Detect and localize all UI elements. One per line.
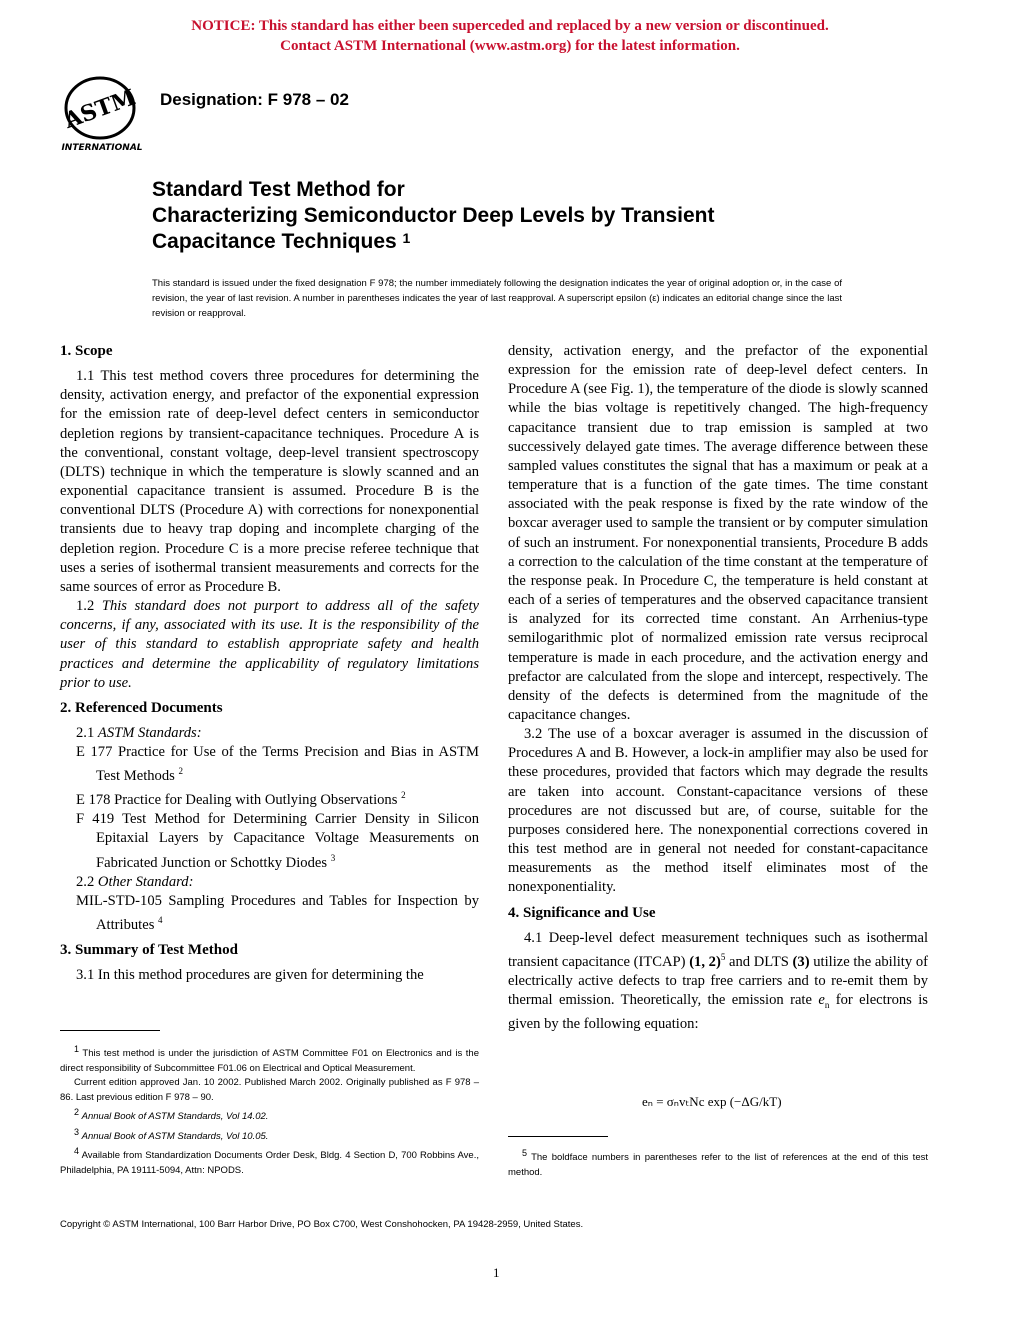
para-4-1-a: 4.1 Deep-level defect measurement techniques such as isothermal transient capacitance (ITCAP) [508,929,928,970]
ref-e178 [76,786,479,810]
notice-line-1: NOTICE: This standard has either been superceded and replaced by a new version or discontinued. [191,18,829,34]
left-column [60,342,479,985]
ref-e178-text: E 178 Practice for Dealing with Outlying Observations [76,792,398,809]
copyright-footer: Copyright © ASTM International, 100 Barr Harbor Drive, PO Box C700, West Conshohocken, PA 19428-2959, United States. [60,1219,584,1230]
para-3-1: 3.1 In this method procedures are given for determining the [76,967,424,984]
para-3-1-continued: density, activation energy, and the prefactor of the exponential expression for the emission rate of deep-level defect centers. In Procedure A (see Fig. 1), the temperature of the diode is slowly scanned while the bias voltage is repetitively changed. The high-frequency capacitance transient due to trap emission is sampled at two successively delayed gate times. The average difference between these sampled values constitutes the signal that has a maximum or peak at a temperature that is a function of the gate times. The time constant associated with the peak response is fixed by the rate window of the boxcar averager used to sample the transient or by computer simulation of such an instrument. For nonexponential transients, Procedure B adds a correction to the calculation of the time constant at the temperature of the response peak. In Procedure C, the temperature is held constant at each of a series of temperatures and the observed capacitance transient is analyzed for its corrected time constant. An Arrhenius-type semilogarithmic plot of normalized emission rate versus reciprocal temperature is made in each procedure, and the activation energy and prefactor are calculated from the slope and intercept, respectively. The density of the defects is determined from the magnitude of the capacitance changes. [508,343,928,723]
title-footnote-mark: 1 [402,230,411,246]
ref-e177-text: E 177 Practice for Use of the Terms Precision and Bias in ASTM Test Methods [76,744,479,785]
para-4-1-var: e [818,992,825,1009]
para-4-1 [508,929,928,1035]
footnote-3-text: Annual Book of ASTM Standards, Vol 10.05. [81,1130,269,1142]
issued-note: This standard is issued under the fixed designation F 978; the number immediately following the designation indicates the year of original adoption or, in the case of revision, the year of last revision. A number in parentheses indicates the year of last reapproval. A superscript epsilon (ε) indicates an editorial change since the last revision or reapproval. [152,278,842,319]
para-3-2: 3.2 The use of a boxcar averager is assumed in the discussion of Procedures A and B. However, a lock-in amplifier may also be used for these procedures, provided that factors which may degrade the results are taken into account. Constant-capacitance versions of these procedures are not discussed but are, of course, suitable for the purposes considered here. The nonexponential corrections covered in this test method are in general not needed for constant-capacitance measurements as the method itself eliminates most of the nonexponentiality. [508,726,928,896]
para-2-1 [60,724,479,743]
footnote-5-text: The boldface numbers in parentheses refer to the list of references at the end of this test method. [508,1152,928,1178]
ref-f419-text: F 419 Test Method for Determining Carrier Density in Silicon Epitaxial Layers by Capacitance Voltage Measurements on Fabricated Junction or Schottky Diodes [76,811,479,871]
title-line-1: Standard Test Method for [152,178,405,201]
ref-f419-sup: 3 [330,852,336,863]
ref-mil-sup: 4 [158,914,163,925]
footnote-4-text: Available from Standardization Documents Order Desk, Bldg. 4 Section D, 700 Robbins Ave., Philadelphia, PA 19111-5094, Attn: NPODS. [60,1150,479,1177]
section-1-heading: 1. Scope [60,343,113,359]
para-2-2-num: 2.2 [76,873,95,890]
para-1-2-num: 1.2 [76,598,95,615]
para-2-2-text: Other Standard: [97,873,194,890]
footnote-2: $^2$ Annual Book of ASTM Standards, Vol 14.02. [74,1107,269,1123]
emission-rate-equation: eₙ = σₙvₜNc exp (−ΔG/kT) [642,1094,782,1109]
ref-e178-sup: 2 [401,790,406,801]
para-1-2 [60,597,479,693]
logo-mark-text: ASTM [60,84,140,134]
ref-mil [76,892,479,935]
logo-subtext: INTERNATIONAL [61,143,143,153]
para-2-1-text: ASTM Standards: [97,724,202,741]
para-1-2-text: This standard does not purport to address all of the safety concerns, if any, associated with its use. It is the responsibility of the user of this standard to establish appropriate safety and health practices and determine the applicability of regulatory limitations prior to use. [60,598,479,691]
section-2-heading: 2. Referenced Documents [60,699,223,716]
para-2-1-num: 2.1 [76,724,95,741]
footnote-3: $^3$ Annual Book of ASTM Standards, Vol 10.05. [74,1126,269,1142]
notice-line-2: Contact ASTM International (www.astm.org) for the latest information. [280,38,740,54]
para-4-1-d: for electrons is given by the following equation: [508,992,928,1033]
title-line-3: Capacitance Techniques [152,230,397,253]
para-1-1: 1.1 This test method covers three procedures for determining the density, activation energy, and prefactor of the exponential expression for the emission rate of deep-level defect centers in semiconductor depletion regions by transient-capacitance techniques. Procedure A is the conventional, constant voltage, deep-level transient spectroscopy (DLTS) technique in which the temperature is slowly scanned and an exponential capacitance transient is assumed. Procedure B is the conventional DLTS (Procedure A) with corrections for nonexponential transients due to heavy trap doping and incomplete charging of the depletion region. Procedure C is a more precise referee technique that uses a series of isothermal transient measurements and corrects for the same sources of error as Procedure B. [60,368,479,595]
document-title [152,177,715,255]
ref-f419 [76,810,479,872]
footnote-rule-right [508,1136,608,1137]
astm-logo [60,76,146,154]
para-4-1-b: and DLTS [728,953,789,970]
footnotes-left [60,1042,479,1179]
section-3-heading: 3. Summary of Test Method [60,941,238,958]
footnote-1: $^1$ This test method is under the jurisdiction of ASTM Committee F01 on Electronics and is the direct responsibility of Subcommittee F01.06 on Electrical and Optical Measurement. [60,1044,480,1074]
para-4-1-ref3: (3) [792,953,810,970]
footnote-5: $^5$ The boldface numbers in parentheses refer to the list of references at the end of this test method. [508,1148,928,1178]
ref-e177 [76,743,479,786]
designation: Designation: F 978 – 02 [160,90,349,109]
footnote-4: $^4$ Available from Standardization Documents Order Desk, Bldg. 4 Section D, 700 Robbins Ave., Philadelphia, PA 19111-5094, Attn: NPODS. [60,1146,479,1177]
right-column [508,342,928,1034]
section-4-heading: 4. Significance and Use [508,904,656,921]
para-4-1-sup: 5 [720,951,726,962]
footnotes-right [508,1146,928,1180]
para-4-1-c: utilize the ability of electrically active defects to trap free carriers and to re-emit them by thermal emission. Theoretically, the emission rate [508,953,928,1009]
footnote-1b: Current edition approved Jan. 10 2002. Published March 2002. Originally published as F 978 – 86. Last previous edition F 978 – 90. [60,1077,479,1103]
para-2-2 [60,873,479,892]
para-4-1-refs: (1, 2) [689,953,721,970]
para-4-1-var-sub: n [824,999,830,1010]
title-line-2: Characterizing Semiconductor Deep Levels by Transient [152,204,715,227]
ref-e177-sup: 2 [178,766,183,777]
ref-mil-text: MIL-STD-105 Sampling Procedures and Tables for Inspection by Attributes [76,892,479,933]
footnote-2-text: Annual Book of ASTM Standards, Vol 14.02. [81,1111,269,1123]
footnote-rule-left [60,1030,160,1031]
page-number: 1 [493,1265,500,1280]
footnote-1-text: This test method is under the jurisdiction of ASTM Committee F01 on Electronics and is the direct responsibility of Subcommittee F01.06 on Electrical and Optical Measurement. [60,1048,480,1074]
